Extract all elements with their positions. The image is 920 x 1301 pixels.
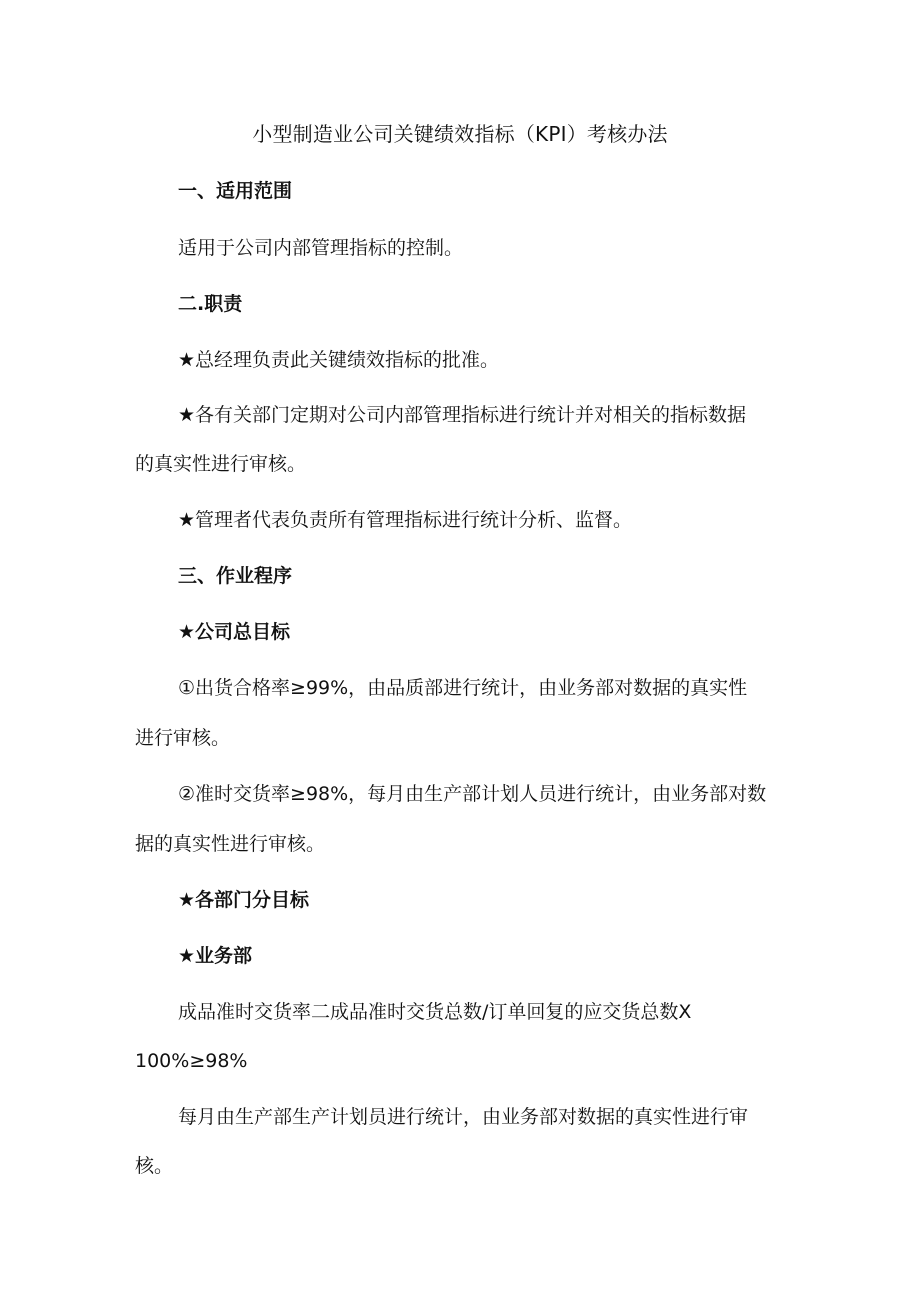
section-heading-scope: 一、适用范围 — [178, 180, 293, 202]
paragraph-goal-2-cont: 据的真实性进行审核。 — [135, 833, 326, 855]
paragraph-scope: 适用于公司内部管理指标的控制。 — [178, 237, 464, 259]
paragraph-goal-2: ②准时交货率≥98%，每月由生产部计划人员进行统计，由业务部对数 — [178, 783, 767, 805]
paragraph-duty-3: ★管理者代表负责所有管理指标进行统计分析、监督。 — [178, 509, 633, 531]
paragraph-statistics-cont: 核。 — [135, 1155, 174, 1177]
paragraph-duty-2: ★各有关部门定期对公司内部管理指标进行统计并对相关的指标数据 — [178, 404, 747, 426]
subheading-company-goal: ★公司总目标 — [178, 621, 291, 643]
section-heading-procedure: 三、作业程序 — [178, 565, 293, 587]
paragraph-statistics: 每月由生产部生产计划员进行统计，由业务部对数据的真实性进行审 — [178, 1106, 749, 1128]
paragraph-duty-2-cont: 的真实性进行审核。 — [135, 453, 307, 475]
section-heading-duties: 二.职责 — [178, 293, 243, 315]
subheading-department-goals: ★各部门分目标 — [178, 889, 310, 911]
document-title: 小型制造业公司关键绩效指标（KPI）考核办法 — [252, 122, 668, 146]
paragraph-formula: 成品准时交货率二成品准时交货总数/订单回复的应交货总数X — [178, 1001, 692, 1023]
paragraph-formula-cont: 100%≥98% — [135, 1050, 248, 1072]
subheading-sales-department: ★业务部 — [178, 945, 253, 967]
paragraph-duty-1: ★总经理负责此关键绩效指标的批准。 — [178, 349, 500, 371]
paragraph-goal-1: ①出货合格率≥99%，由品质部进行统计，由业务部对数据的真实性 — [178, 677, 748, 699]
paragraph-goal-1-cont: 进行审核。 — [135, 727, 231, 749]
